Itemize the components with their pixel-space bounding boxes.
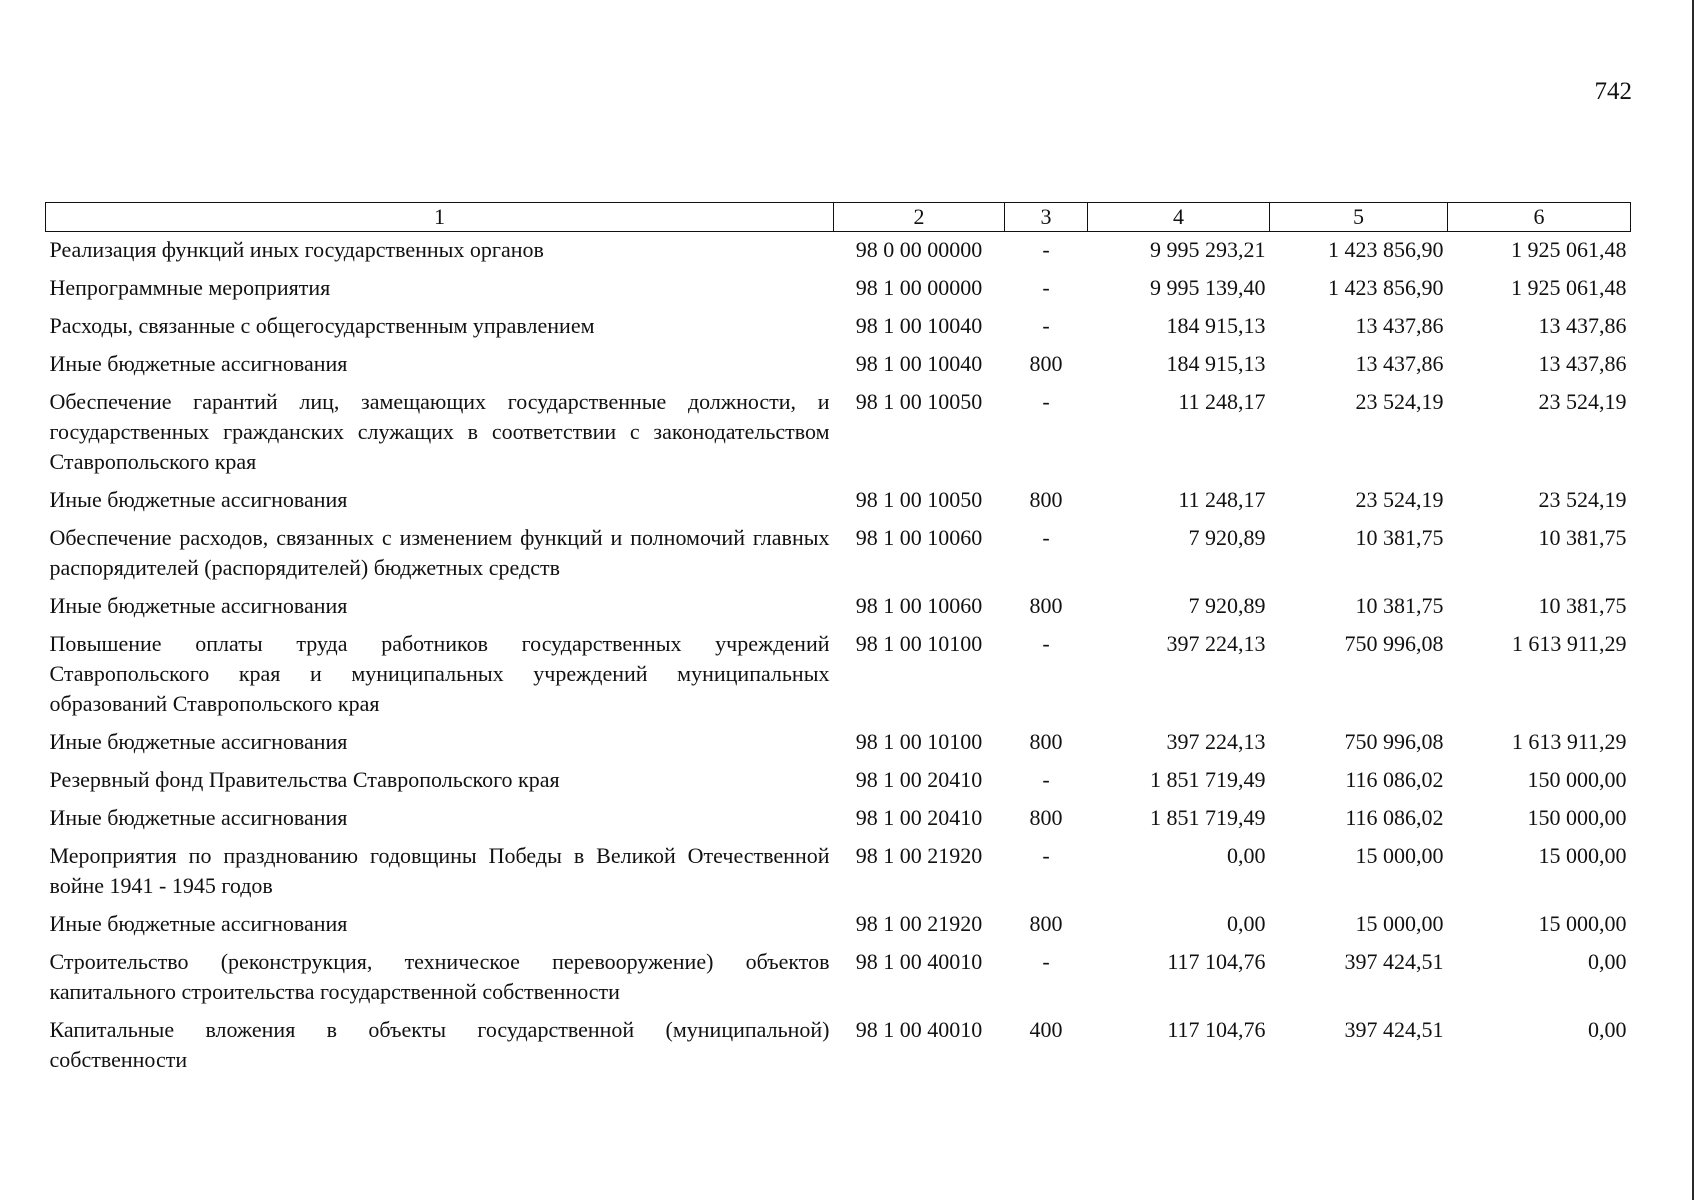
- row-value-col6-cell: 13 437,86: [1538, 313, 1627, 338]
- row-value-col5-cell: 397 424,51: [1344, 949, 1444, 974]
- table-row: [46, 626, 1631, 724]
- row-type-cell: 800: [1029, 351, 1063, 376]
- row-type-cell: 800: [1029, 911, 1063, 936]
- table-row: [46, 270, 1631, 308]
- row-value-col6-cell: 10 381,75: [1538, 525, 1627, 550]
- row-value-col6-cell: 10 381,75: [1538, 593, 1627, 618]
- row-value-col4-cell: 0,00: [1227, 843, 1266, 868]
- table-row: [46, 384, 1631, 482]
- row-value-col4-cell: 397 224,13: [1166, 729, 1266, 754]
- row-type-cell: 800: [1029, 593, 1063, 618]
- row-name-cell: Реализация функций иных государственных органов: [49, 237, 544, 262]
- table-row: [46, 520, 1631, 588]
- row-name-cell: Обеспечение расходов, связанных с изменением функций и полномочий главных распорядителей (распорядителей) бюджетных средств: [49, 525, 830, 580]
- row-type-cell: 800: [1029, 487, 1063, 512]
- row-value-col4-cell: 0,00: [1227, 911, 1266, 936]
- row-value-col6-cell: 1 613 911,29: [1511, 729, 1627, 754]
- row-code-cell: 98 1 00 10100: [855, 729, 983, 754]
- row-value-col6-cell: 1 613 911,29: [1511, 631, 1627, 656]
- row-value-col6-cell: 0,00: [1588, 1017, 1627, 1042]
- row-value-col4-cell: 11 248,17: [1178, 389, 1266, 414]
- row-value-col6-cell: 13 437,86: [1538, 351, 1627, 376]
- row-name-cell: Капитальные вложения в объекты государственной (муниципальной) собственности: [49, 1017, 830, 1072]
- column-header-5: 5: [1270, 203, 1448, 232]
- page-number: 742: [1594, 78, 1632, 105]
- table-row: [46, 762, 1631, 800]
- row-name-cell: Непрограммные мероприятия: [49, 275, 331, 300]
- table-row: [46, 800, 1631, 838]
- row-name-cell: Резервный фонд Правительства Ставропольского края: [49, 767, 560, 792]
- budget-table: [45, 202, 1631, 1080]
- row-type-cell: 800: [1029, 805, 1063, 830]
- row-value-col4-cell: 184 915,13: [1166, 313, 1266, 338]
- row-value-col5-cell: 10 381,75: [1355, 525, 1444, 550]
- row-value-col4-cell: 7 920,89: [1188, 525, 1266, 550]
- row-value-col5-cell: 15 000,00: [1355, 911, 1444, 936]
- row-value-col5-cell: 750 996,08: [1344, 631, 1444, 656]
- row-value-col4-cell: 1 851 719,49: [1150, 767, 1266, 792]
- row-value-col5-cell: 397 424,51: [1344, 1017, 1444, 1042]
- row-code-cell: 98 1 00 21920: [855, 911, 983, 936]
- row-name-cell: Иные бюджетные ассигнования: [49, 805, 348, 830]
- row-code-cell: 98 1 00 10060: [855, 593, 983, 618]
- column-header-4: 4: [1088, 203, 1270, 232]
- row-value-col5-cell: 15 000,00: [1355, 843, 1444, 868]
- row-code-cell: 98 1 00 10040: [855, 313, 983, 338]
- row-value-col4-cell: 7 920,89: [1188, 593, 1266, 618]
- row-value-col4-cell: 117 104,76: [1167, 949, 1266, 974]
- row-value-col6-cell: 15 000,00: [1538, 911, 1627, 936]
- column-header-3: 3: [1005, 203, 1088, 232]
- row-type-cell: -: [1042, 389, 1050, 414]
- row-name-cell: Расходы, связанные с общегосударственным управлением: [49, 313, 595, 338]
- row-value-col5-cell: 1 423 856,90: [1328, 237, 1444, 262]
- row-value-col6-cell: 1 925 061,48: [1511, 237, 1627, 262]
- row-value-col4-cell: 9 995 139,40: [1150, 275, 1266, 300]
- table-row: [46, 588, 1631, 626]
- row-name-cell: Иные бюджетные ассигнования: [49, 593, 348, 618]
- row-value-col6-cell: 15 000,00: [1538, 843, 1627, 868]
- table-row: [46, 308, 1631, 346]
- row-value-col5-cell: 13 437,86: [1355, 313, 1444, 338]
- row-code-cell: 98 1 00 40010: [855, 949, 983, 974]
- row-value-col5-cell: 116 086,02: [1345, 767, 1444, 792]
- row-name-cell: Иные бюджетные ассигнования: [49, 911, 348, 936]
- row-type-cell: 800: [1029, 729, 1063, 754]
- row-name-cell: Обеспечение гарантий лиц, замещающих государственные должности, и государственных гражданских служащих в соответствии с законодательством Ставропольского края: [49, 389, 830, 474]
- row-value-col5-cell: 23 524,19: [1355, 389, 1444, 414]
- row-name-cell: Иные бюджетные ассигнования: [49, 351, 348, 376]
- row-code-cell: 98 1 00 20410: [855, 767, 983, 792]
- row-value-col4-cell: 11 248,17: [1178, 487, 1266, 512]
- row-code-cell: 98 1 00 10040: [855, 351, 983, 376]
- column-header-6: 6: [1448, 203, 1631, 232]
- row-code-cell: 98 1 00 00000: [855, 275, 983, 300]
- row-type-cell: 400: [1029, 1017, 1063, 1042]
- row-code-cell: 98 1 00 10060: [855, 525, 983, 550]
- row-code-cell: 98 1 00 20410: [855, 805, 983, 830]
- row-value-col4-cell: 1 851 719,49: [1150, 805, 1266, 830]
- row-value-col5-cell: 23 524,19: [1355, 487, 1444, 512]
- row-value-col5-cell: 13 437,86: [1355, 351, 1444, 376]
- row-value-col4-cell: 9 995 293,21: [1150, 237, 1266, 262]
- table-row: [46, 944, 1631, 1012]
- table-row: [46, 906, 1631, 944]
- row-type-cell: -: [1042, 767, 1050, 792]
- table-row: [46, 1012, 1631, 1080]
- row-value-col5-cell: 10 381,75: [1355, 593, 1444, 618]
- table-row: [46, 724, 1631, 762]
- row-value-col5-cell: 1 423 856,90: [1328, 275, 1444, 300]
- row-name-cell: Иные бюджетные ассигнования: [49, 729, 348, 754]
- column-header-2: 2: [834, 203, 1005, 232]
- row-value-col6-cell: 150 000,00: [1527, 767, 1627, 792]
- table-row: [46, 232, 1631, 271]
- row-type-cell: -: [1042, 631, 1050, 656]
- table-header-row: [46, 203, 1631, 232]
- row-code-cell: 98 0 00 00000: [855, 237, 983, 262]
- row-value-col6-cell: 1 925 061,48: [1511, 275, 1627, 300]
- row-code-cell: 98 1 00 10050: [855, 389, 983, 414]
- table-row: [46, 482, 1631, 520]
- row-type-cell: -: [1042, 237, 1050, 262]
- row-value-col6-cell: 0,00: [1588, 949, 1627, 974]
- row-name-cell: Строительство (реконструкция, техническое перевооружение) объектов капитального строительства государственной собственности: [49, 949, 830, 1004]
- row-name-cell: Мероприятия по празднованию годовщины Победы в Великой Отечественной войне 1941 - 1945 годов: [49, 843, 830, 898]
- row-code-cell: 98 1 00 10100: [855, 631, 983, 656]
- row-name-cell: Повышение оплаты труда работников государственных учреждений Ставропольского края и муниципальных учреждений муниципальных образований Ставропольского края: [49, 631, 830, 716]
- column-header-1: 1: [46, 203, 834, 232]
- row-type-cell: -: [1042, 525, 1050, 550]
- row-code-cell: 98 1 00 40010: [855, 1017, 983, 1042]
- row-name-cell: Иные бюджетные ассигнования: [49, 487, 348, 512]
- row-value-col5-cell: 750 996,08: [1344, 729, 1444, 754]
- row-code-cell: 98 1 00 10050: [855, 487, 983, 512]
- row-code-cell: 98 1 00 21920: [855, 843, 983, 868]
- row-value-col5-cell: 116 086,02: [1345, 805, 1444, 830]
- row-type-cell: -: [1042, 313, 1050, 338]
- row-value-col4-cell: 397 224,13: [1166, 631, 1266, 656]
- table-row: [46, 346, 1631, 384]
- row-type-cell: -: [1042, 843, 1050, 868]
- row-value-col4-cell: 117 104,76: [1167, 1017, 1266, 1042]
- row-value-col6-cell: 150 000,00: [1527, 805, 1627, 830]
- row-value-col6-cell: 23 524,19: [1538, 389, 1627, 414]
- row-type-cell: -: [1042, 275, 1050, 300]
- row-value-col4-cell: 184 915,13: [1166, 351, 1266, 376]
- table-row: [46, 838, 1631, 906]
- row-value-col6-cell: 23 524,19: [1538, 487, 1627, 512]
- row-type-cell: -: [1042, 949, 1050, 974]
